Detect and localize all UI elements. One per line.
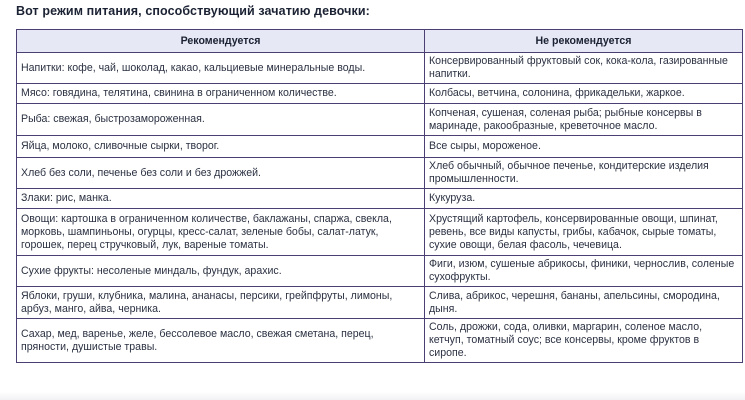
table-row <box>17 209 743 256</box>
table-row <box>17 53 743 84</box>
recommended-cell: Рыба: свежая, быстрозамороженная. <box>17 104 425 136</box>
recommended-cell: Яблоки, груши, клубника, малина, ананасы, персики, грейпфруты, лимоны, арбуз, манго, айва, черника. <box>17 287 425 319</box>
recommended-cell: Овощи: картошка в ограниченном количестве, баклажаны, спаржа, свекла, морковь, шампиньоны, огурцы, кресс-салат, зеленые бобы, салат-латук, горошек, перец стручковый, лук, вареные томаты. <box>17 209 425 256</box>
table-row <box>17 84 743 104</box>
not-recommended-cell: Соль, дрожжи, сода, оливки, маргарин, соленое масло, кетчуп, томатный соус; все консервы, кроме фруктов в сиропе. <box>425 319 743 363</box>
not-recommended-cell: Хлеб обычный, обычное печенье, кондитерские изделия промышленности. <box>425 158 743 189</box>
page-title: Вот режим питания, способствующий зачатию девочки: <box>16 4 370 18</box>
header-recommended: Рекомендуется <box>17 30 425 53</box>
recommended-cell: Напитки: кофе, чай, шоколад, какао, кальциевые минеральные воды. <box>17 53 425 84</box>
table-row <box>17 189 743 209</box>
not-recommended-cell: Все сыры, мороженое. <box>425 136 743 158</box>
recommended-cell: Мясо: говядина, телятина, свинина в ограниченном количестве. <box>17 84 425 104</box>
not-recommended-cell: Хрустящий картофель, консервированные овощи, шпинат, ревень, все виды капусты, грибы, кабачок, сырые томаты, сухие овощи, белая фасоль, чечевица. <box>425 209 743 256</box>
not-recommended-cell: Колбасы, ветчина, солонина, фрикадельки, жаркое. <box>425 84 743 104</box>
recommended-cell: Сухие фрукты: несоленые миндаль, фундук, арахис. <box>17 256 425 287</box>
table-row <box>17 287 743 319</box>
bottom-edge-shade <box>0 392 745 400</box>
not-recommended-cell: Слива, абрикос, черешня, бананы, апельсины, смородина, дыня. <box>425 287 743 319</box>
not-recommended-cell: Копченая, сушеная, соленая рыба; рыбные консервы в маринаде, ракообразные, креветочное масло. <box>425 104 743 136</box>
table-row <box>17 136 743 158</box>
not-recommended-cell: Консервированный фруктовый сок, кока-кола, газированные напитки. <box>425 53 743 84</box>
table-row <box>17 256 743 287</box>
recommended-cell: Злаки: рис, манка. <box>17 189 425 209</box>
recommended-cell: Хлеб без соли, печенье без соли и без дрожжей. <box>17 158 425 189</box>
table-row <box>17 158 743 189</box>
header-not-recommended: Не рекомендуется <box>425 30 743 53</box>
diet-table <box>16 29 743 363</box>
table-row <box>17 319 743 363</box>
table-row <box>17 104 743 136</box>
not-recommended-cell: Фиги, изюм, сушеные абрикосы, финики, чернослив, соленые сухофрукты. <box>425 256 743 287</box>
recommended-cell: Яйца, молоко, сливочные сырки, творог. <box>17 136 425 158</box>
recommended-cell: Сахар, мед, варенье, желе, бессолевое масло, свежая сметана, перец, пряности, душистые травы. <box>17 319 425 363</box>
not-recommended-cell: Кукуруза. <box>425 189 743 209</box>
table-header-row <box>17 30 743 53</box>
